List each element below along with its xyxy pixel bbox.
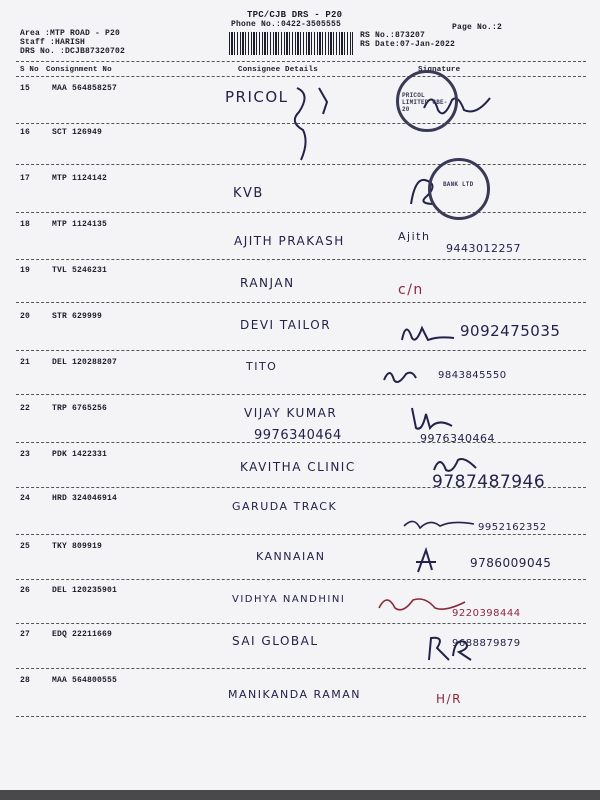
row-consignment-number: MAA 564858257	[52, 84, 118, 93]
barcode	[229, 32, 353, 55]
consignee-name: MANIKANDA RAMAN	[228, 688, 362, 701]
row-consignment-number: DEL 120235901	[52, 586, 118, 595]
row-serial-number: 20	[20, 312, 31, 321]
consignee-name: PRICOL	[225, 88, 289, 106]
signature-text: Ajith	[398, 230, 431, 243]
consignee-name: VIJAY KUMAR	[244, 406, 338, 420]
phone-number: 9952162352	[478, 522, 547, 533]
row-consignment-number: MAA 564800555	[52, 676, 118, 685]
consignee-name: AJITH PRAKASH	[234, 234, 345, 248]
header-phone: Phone No.:0422-3505555	[231, 20, 342, 29]
row-serial-number: 18	[20, 220, 31, 229]
signature-scribble	[400, 514, 480, 534]
phone-number: 9787487946	[432, 472, 546, 492]
row-consignment-number: HRD 324046914	[52, 494, 118, 503]
phone-number: 9786009045	[470, 556, 552, 570]
signature-scribble	[412, 546, 442, 576]
divider	[16, 76, 586, 77]
row-consignment-number: TVL 5246231	[52, 266, 108, 275]
column-header-signature: Signature	[418, 66, 461, 74]
document-title: TPC/CJB DRS - P20	[247, 10, 343, 20]
consignee-name: SAI GLOBAL	[232, 634, 319, 648]
column-header-consignee: Consignee Details	[238, 66, 318, 74]
row-consignment-number: MTP 1124142	[52, 174, 108, 183]
row-consignment-number: DEL 120288207	[52, 358, 118, 367]
row-consignment-number: SCT 126949	[52, 128, 103, 137]
consignee-name: DEVI TAILOR	[240, 318, 332, 332]
drs-number: DRS No. :DCJB87320702	[20, 47, 126, 56]
rs-date: RS Date:07-Jan-2022	[360, 40, 456, 49]
row-serial-number: 27	[20, 630, 31, 639]
table-row	[0, 404, 600, 456]
divider	[16, 623, 586, 624]
rs-number: RS No.:873207	[360, 31, 426, 40]
divider	[16, 61, 586, 62]
phone-number: 9220398444	[452, 608, 521, 619]
stamp-text: PRICOL LIMITED CBE-20	[402, 92, 448, 113]
staff-label: Staff :HARISH	[20, 38, 86, 47]
divider	[16, 716, 586, 717]
consignee-name: TITO	[246, 360, 278, 373]
row-consignment-number: TRP 6765256	[52, 404, 108, 413]
row-serial-number: 16	[20, 128, 31, 137]
row-serial-number: 23	[20, 450, 31, 459]
row-consignment-number: PDK 1422331	[52, 450, 108, 459]
divider	[16, 668, 586, 669]
consignee-name: KANNAIAN	[256, 550, 326, 563]
row-serial-number: 28	[20, 676, 31, 685]
table-row	[0, 220, 600, 272]
row-consignment-number: MTP 1124135	[52, 220, 108, 229]
table-row	[0, 266, 600, 318]
table-row	[0, 358, 600, 410]
phone-number: 9976340464	[420, 432, 495, 445]
row-consignment-number: TKY 809919	[52, 542, 103, 551]
phone-number: 9688879879	[452, 638, 521, 649]
consignee-name: VIDHYA NANDHINI	[232, 594, 346, 605]
row-serial-number: 21	[20, 358, 31, 367]
divider	[16, 534, 586, 535]
scan-edge	[0, 790, 600, 800]
table-row	[0, 630, 600, 682]
row-serial-number: 24	[20, 494, 31, 503]
row-consignment-number: STR 629999	[52, 312, 103, 321]
column-header-sno: S No	[20, 66, 39, 74]
signature-scribble	[380, 364, 420, 388]
divider	[16, 350, 586, 351]
divider	[16, 123, 586, 124]
table-row	[0, 312, 600, 364]
consignee-name: GARUDA TRACK	[232, 500, 338, 513]
phone-number: 9843845550	[438, 370, 507, 381]
table-row	[0, 174, 600, 226]
signature-text: c/n	[398, 282, 424, 298]
company-stamp-bank	[428, 158, 490, 220]
row-serial-number: 15	[20, 84, 31, 93]
divider	[16, 212, 586, 213]
consignee-name: KVB	[233, 186, 264, 201]
row-serial-number: 22	[20, 404, 31, 413]
divider	[16, 302, 586, 303]
row-serial-number: 26	[20, 586, 31, 595]
table-row	[0, 494, 600, 546]
consignee-name: RANJAN	[240, 276, 295, 290]
column-header-consignment: Consignment No	[46, 66, 112, 74]
stamp-text: BANK LTD	[443, 181, 474, 188]
area-label: Area :MTP ROAD - P20	[20, 29, 121, 38]
row-consignment-number: EDQ 22211669	[52, 630, 113, 639]
divider	[16, 579, 586, 580]
table-row	[0, 128, 600, 180]
row-serial-number: 25	[20, 542, 31, 551]
signature-text: H/R	[436, 692, 462, 706]
row-serial-number: 17	[20, 174, 31, 183]
phone-number-under-name: 9976340464	[254, 428, 342, 443]
divider	[16, 259, 586, 260]
signature-scribble	[408, 404, 458, 434]
signature-scribble	[398, 316, 458, 346]
divider	[16, 487, 586, 488]
table-row	[0, 676, 600, 728]
divider	[16, 394, 586, 395]
phone-number: 9092475035	[460, 322, 561, 340]
divider	[16, 164, 586, 165]
consignee-name: KAVITHA CLINIC	[240, 460, 356, 474]
row-serial-number: 19	[20, 266, 31, 275]
page-number: Page No.:2	[452, 23, 503, 32]
phone-number: 9443012257	[446, 242, 521, 255]
divider	[16, 442, 586, 443]
